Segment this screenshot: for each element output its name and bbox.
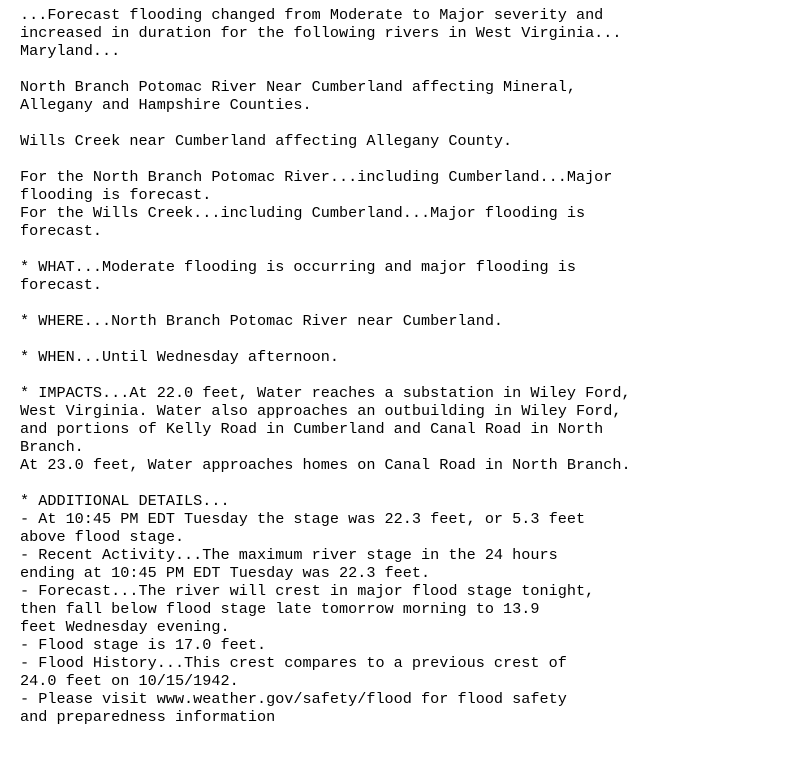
bulletin-line: West Virginia. Water also approaches an outbuilding in Wiley Ford, <box>20 402 622 420</box>
bulletin-line: Branch. <box>20 438 84 456</box>
bulletin-line: North Branch Potomac River Near Cumberland affecting Mineral, <box>20 78 576 96</box>
bulletin-line: increased in duration for the following rivers in West Virginia... <box>20 24 622 42</box>
bulletin-line <box>20 240 790 258</box>
bulletin-line: - Please visit www.weather.gov/safety/flood for flood safety <box>20 690 567 708</box>
bulletin-line: * WHEN...Until Wednesday afternoon. <box>20 348 339 366</box>
bulletin-line <box>20 366 790 384</box>
bulletin-line: forecast. <box>20 222 103 240</box>
flood-bulletin-text <box>20 6 790 726</box>
bulletin-line: - Flood History...This crest compares to a previous crest of <box>20 654 567 672</box>
bulletin-line: then fall below flood stage late tomorrow morning to 13.9 <box>20 600 540 618</box>
bulletin-line <box>20 474 790 492</box>
bulletin-line: - Forecast...The river will crest in major flood stage tonight, <box>20 582 595 600</box>
bulletin-line: flooding is forecast. <box>20 186 212 204</box>
bulletin-line: Maryland... <box>20 42 121 60</box>
bulletin-line: and portions of Kelly Road in Cumberland and Canal Road in North <box>20 420 604 438</box>
bulletin-line: ...Forecast flooding changed from Moderate to Major severity and <box>20 6 604 24</box>
bulletin-line: At 23.0 feet, Water approaches homes on Canal Road in North Branch. <box>20 456 631 474</box>
bulletin-line: forecast. <box>20 276 103 294</box>
bulletin-line <box>20 294 790 312</box>
bulletin-line <box>20 60 790 78</box>
bulletin-line: Allegany and Hampshire Counties. <box>20 96 312 114</box>
bulletin-line: For the North Branch Potomac River...including Cumberland...Major <box>20 168 613 186</box>
bulletin-line: - Recent Activity...The maximum river stage in the 24 hours <box>20 546 558 564</box>
bulletin-line: above flood stage. <box>20 528 185 546</box>
bulletin-line: * WHERE...North Branch Potomac River near Cumberland. <box>20 312 504 330</box>
bulletin-line <box>20 330 790 348</box>
bulletin-line: For the Wills Creek...including Cumberland...Major flooding is <box>20 204 586 222</box>
bulletin-line: Wills Creek near Cumberland affecting Allegany County. <box>20 132 513 150</box>
bulletin-line: - At 10:45 PM EDT Tuesday the stage was 22.3 feet, or 5.3 feet <box>20 510 586 528</box>
bulletin-line <box>20 150 790 168</box>
bulletin-line: * IMPACTS...At 22.0 feet, Water reaches a substation in Wiley Ford, <box>20 384 631 402</box>
bulletin-line: and preparedness information <box>20 708 276 726</box>
bulletin-line: * ADDITIONAL DETAILS... <box>20 492 230 510</box>
bulletin-line: 24.0 feet on 10/15/1942. <box>20 672 239 690</box>
bulletin-line <box>20 114 790 132</box>
bulletin-line: * WHAT...Moderate flooding is occurring and major flooding is <box>20 258 576 276</box>
bulletin-line: feet Wednesday evening. <box>20 618 230 636</box>
bulletin-line: ending at 10:45 PM EDT Tuesday was 22.3 feet. <box>20 564 431 582</box>
bulletin-line: - Flood stage is 17.0 feet. <box>20 636 267 654</box>
